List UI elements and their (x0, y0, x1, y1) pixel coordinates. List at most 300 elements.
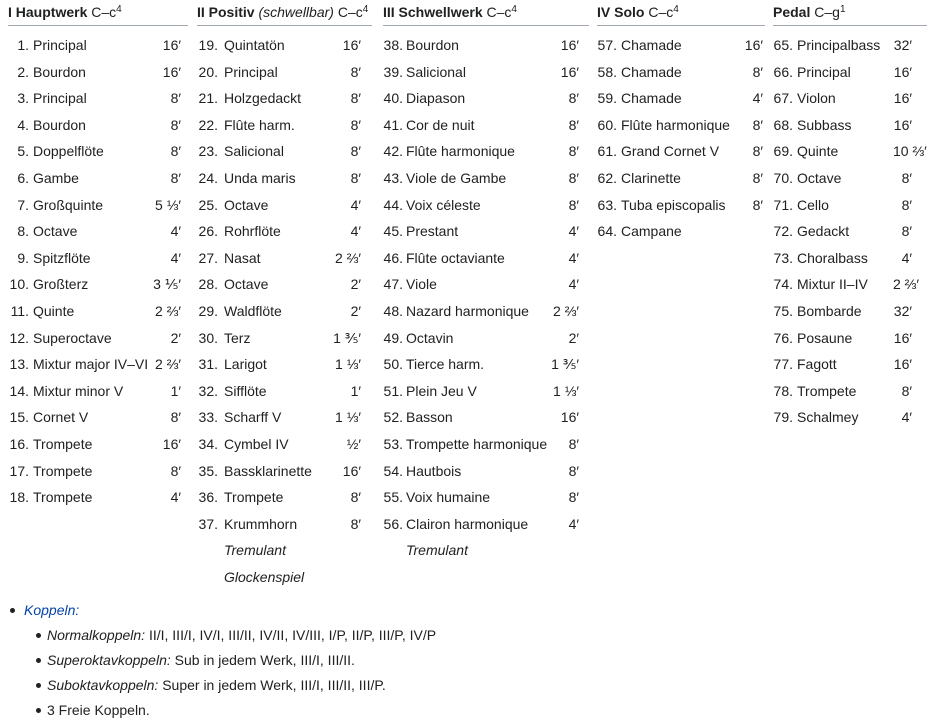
division-compass-octave: 4 (511, 4, 517, 15)
stop-number: 8. (17, 223, 29, 240)
stop-row (773, 165, 927, 192)
stop-pitch: 2′ (568, 329, 579, 346)
stop-row (8, 32, 188, 59)
stop-number: 73. (773, 249, 793, 266)
division-compass: C–c (648, 4, 674, 20)
stop-number: 60. (597, 116, 617, 133)
stop-name: Großterz (33, 276, 89, 293)
stop-row (383, 85, 589, 112)
stop-pitch: 2′ (170, 329, 181, 346)
stop-row (597, 85, 765, 112)
stop-row (197, 511, 372, 538)
stop-list (8, 26, 188, 511)
division-compass: C–c (486, 4, 512, 20)
stop-row (773, 351, 927, 378)
stop-row (597, 138, 765, 165)
stop-row (383, 378, 589, 405)
stop-row (8, 351, 188, 378)
stop-pitch: 16′ (560, 63, 579, 80)
stop-number: 42. (383, 143, 403, 160)
stop-pitch: 16′ (893, 356, 912, 373)
stop-list (197, 26, 372, 590)
stop-number: 21. (198, 90, 218, 107)
stop-name: Octave (224, 196, 269, 213)
accessory-spacer (197, 564, 218, 591)
stop-pitch: 8′ (752, 143, 763, 160)
stop-pitch: 8′ (350, 116, 361, 133)
division-pedal (773, 0, 927, 431)
stop-row (197, 325, 372, 352)
stop-name: Violon (797, 90, 836, 107)
stop-name: Nasat (224, 249, 261, 266)
stop-name: Quinte (33, 302, 75, 319)
stop-pitch: 10 ⅔′ (893, 143, 927, 160)
stop-pitch: 16′ (162, 37, 181, 53)
stop-row (383, 165, 589, 192)
stop-row (773, 218, 927, 245)
stop-name: Principal (33, 90, 87, 107)
stop-name: Scharff V (224, 409, 282, 426)
stop-pitch: 4′ (568, 223, 579, 240)
stop-number: 22. (198, 116, 218, 133)
stop-name: Nazard harmonique (406, 302, 529, 319)
stop-number: 46. (383, 249, 403, 266)
stop-name: Schalmey (797, 409, 859, 426)
stop-pitch: 8′ (901, 223, 912, 240)
stop-name: Hautbois (406, 462, 462, 479)
stop-row (197, 458, 372, 485)
stop-pitch: 8′ (568, 143, 579, 160)
stop-name: Viole de Gambe (406, 169, 507, 186)
stop-row (383, 192, 589, 219)
stop-row (197, 484, 372, 511)
stop-number: 3. (17, 90, 29, 107)
stop-number: 35. (198, 462, 218, 479)
stop-pitch: 32′ (893, 302, 912, 319)
stop-row (383, 511, 589, 538)
stop-number: 63. (597, 196, 617, 213)
stop-name: Quinte (797, 143, 839, 160)
stop-name: Principal (224, 63, 278, 80)
stop-pitch: 2 ⅔′ (155, 302, 181, 319)
stop-pitch: 8′ (350, 489, 361, 506)
stop-name: Principal (33, 37, 87, 53)
stop-number: 66. (773, 63, 793, 80)
stop-pitch: 1 ⅓′ (553, 382, 579, 399)
stop-pitch: 1′ (350, 382, 361, 399)
stop-pitch: 2 ⅔′ (155, 356, 181, 373)
stop-number: 76. (773, 329, 793, 346)
stop-pitch: 1 ⅓′ (335, 409, 361, 426)
division-compass-octave: 4 (362, 4, 369, 15)
stop-number: 33. (198, 409, 218, 426)
couplers-list (0, 602, 937, 718)
stop-list (383, 26, 589, 564)
stop-number: 28. (198, 276, 218, 293)
division-schwellwerk (383, 0, 589, 564)
stop-pitch: 8′ (170, 169, 181, 186)
division-positiv (197, 0, 372, 590)
stop-row (8, 59, 188, 86)
stop-row (383, 271, 589, 298)
stop-number: 30. (198, 329, 218, 346)
accessory-row (383, 537, 589, 564)
stop-number: 77. (773, 356, 793, 373)
stop-name: Salicional (224, 143, 284, 160)
stop-number: 38. (383, 37, 403, 53)
stop-number: 47. (383, 276, 403, 293)
stop-name: Cymbel IV (224, 435, 289, 452)
stop-number: 9. (17, 249, 29, 266)
stop-pitch: 16′ (893, 90, 912, 107)
stop-number: 56. (383, 515, 403, 532)
stop-number: 13. (9, 356, 29, 373)
stop-name: Subbass (797, 116, 852, 133)
stop-name: Mixtur minor V (33, 382, 124, 399)
stop-pitch: 2 ⅔′ (893, 276, 919, 293)
stop-list (597, 26, 765, 245)
division-header (773, 0, 927, 26)
division-compass-octave: 4 (116, 4, 122, 15)
stop-row (197, 298, 372, 325)
division-compass-octave: 1 (839, 4, 846, 15)
stop-pitch: 8′ (752, 116, 763, 133)
stop-row (197, 192, 372, 219)
stop-row (773, 112, 927, 139)
stop-pitch: 8′ (752, 169, 763, 186)
stop-name: Chamade (621, 90, 682, 107)
stop-number: 10. (9, 276, 29, 293)
stop-pitch: 3 ⅕′ (153, 276, 181, 293)
stop-row (197, 32, 372, 59)
stop-name: Salicional (406, 63, 466, 80)
stop-name: Flûte harmonique (621, 116, 730, 133)
stop-name: Bourdon (33, 116, 86, 133)
stop-pitch: 8′ (170, 116, 181, 133)
accessory-spacer (197, 537, 218, 564)
stop-pitch: 8′ (350, 515, 361, 532)
stop-number: 58. (597, 63, 617, 80)
stop-name: Trompete (224, 489, 284, 506)
stop-row (383, 431, 589, 458)
stop-number: 41. (383, 116, 403, 133)
accessory-spacer (383, 537, 403, 564)
stop-row (773, 59, 927, 86)
division-title: Pedal (773, 4, 811, 20)
stop-name: Flûte harm. (224, 116, 295, 133)
stop-number: 70. (773, 169, 793, 186)
division-title: I Hauptwerk (8, 4, 88, 20)
stop-number: 18. (9, 489, 29, 506)
stop-row (197, 431, 372, 458)
stop-row (773, 271, 927, 298)
stop-name: Chamade (621, 63, 682, 80)
stop-number: 79. (773, 409, 793, 426)
stop-pitch: 2′ (350, 302, 361, 319)
coupler-values: Sub in jedem Werk, III/I, III/II. (174, 652, 355, 668)
division-title: IV Solo (597, 4, 645, 20)
stop-pitch: 4′ (901, 249, 912, 266)
stop-row (383, 404, 589, 431)
stop-number: 29. (198, 302, 218, 319)
stop-row (773, 298, 927, 325)
stop-pitch (733, 218, 763, 245)
stop-pitch: 8′ (568, 489, 579, 506)
stop-row (597, 32, 765, 59)
stop-pitch: 8′ (901, 382, 912, 399)
stop-row (8, 138, 188, 165)
stop-number: 6. (17, 169, 29, 186)
stop-name: Flûte octaviante (406, 249, 505, 266)
stop-pitch: 4′ (170, 223, 181, 240)
stop-row (197, 165, 372, 192)
stop-name: Campane (621, 223, 682, 240)
stop-number: 71. (773, 196, 793, 213)
stop-number: 51. (383, 382, 403, 399)
stop-name: Larigot (224, 356, 267, 373)
coupler-values: II/I, III/I, IV/I, III/II, IV/II, IV/III, I/P, II/P, III/P, IV/P (148, 627, 437, 643)
stop-pitch: 2′ (350, 276, 361, 293)
stop-name: Tuba episcopalis (621, 196, 726, 213)
stop-pitch: 16′ (162, 435, 181, 452)
stop-name: Trompette harmonique (406, 435, 548, 452)
stop-number: 53. (383, 435, 403, 452)
stop-row (383, 298, 589, 325)
division-header (8, 0, 188, 26)
stop-number: 11. (10, 302, 29, 319)
accessory-name: Glockenspiel (224, 568, 305, 585)
stop-name: Quintatön (224, 37, 285, 53)
stop-row (8, 85, 188, 112)
stop-number: 34. (198, 435, 218, 452)
accessory-pitch (549, 537, 579, 564)
stop-number: 43. (383, 169, 403, 186)
stop-pitch: 8′ (170, 462, 181, 479)
stop-number: 25. (198, 196, 218, 213)
stop-number: 68. (773, 116, 793, 133)
stop-name: Prestant (406, 223, 459, 240)
stop-row (383, 32, 589, 59)
stop-name: Clarinette (621, 169, 681, 186)
stop-name: Voix céleste (406, 196, 481, 213)
stop-pitch: 1 ⅗′ (333, 329, 361, 346)
stop-name: Mixtur major IV–VI (33, 356, 149, 373)
stop-name: Posaune (797, 329, 853, 346)
stop-row (8, 404, 188, 431)
stop-row (773, 245, 927, 272)
stop-row (773, 378, 927, 405)
stop-name: Voix humaine (406, 489, 491, 506)
stop-number: 37. (198, 515, 218, 532)
stop-pitch: 16′ (342, 462, 361, 479)
stop-row (773, 325, 927, 352)
stop-row (8, 245, 188, 272)
stop-row (597, 59, 765, 86)
stop-row (773, 32, 927, 59)
stop-pitch: 2 ⅔′ (335, 249, 361, 266)
stop-pitch: 16′ (893, 116, 912, 133)
stop-number: 5. (17, 143, 29, 160)
division-solo (597, 0, 765, 245)
stop-name: Octavin (406, 329, 454, 346)
stop-row (597, 112, 765, 139)
stop-number: 64. (597, 223, 617, 240)
stop-pitch: 16′ (893, 63, 912, 80)
stop-name: Rohrflöte (224, 223, 281, 240)
stop-name: Trompete (33, 462, 93, 479)
stop-name: Bourdon (33, 63, 86, 80)
stop-number: 74. (773, 276, 793, 293)
stop-row (197, 112, 372, 139)
stop-name: Unda maris (224, 169, 296, 186)
stop-pitch: 16′ (342, 37, 361, 53)
stop-row (197, 351, 372, 378)
stop-number: 26. (198, 223, 218, 240)
stop-pitch: 8′ (901, 169, 912, 186)
stop-pitch: 16′ (744, 37, 763, 53)
stop-number: 7. (17, 196, 29, 213)
stop-row (8, 218, 188, 245)
stop-row (197, 138, 372, 165)
stop-row (197, 85, 372, 112)
stop-number: 2. (17, 63, 29, 80)
stop-row (383, 245, 589, 272)
stop-pitch: 5 ⅓′ (155, 196, 181, 213)
stop-row (383, 138, 589, 165)
stop-number: 65. (773, 37, 793, 53)
accessory-name: Tremulant (224, 542, 286, 559)
stop-name: Waldflöte (224, 302, 282, 319)
division-header (197, 0, 372, 26)
stop-name: Principalbass (797, 37, 881, 53)
stop-name: Diapason (406, 90, 466, 107)
stop-number: 32. (198, 382, 218, 399)
stop-pitch: 4′ (350, 196, 361, 213)
stop-pitch: 1 ⅓′ (335, 356, 361, 373)
stop-number: 62. (597, 169, 617, 186)
stop-name: Octave (797, 169, 842, 186)
coupler-item (47, 677, 937, 693)
stop-name: Bassklarinette (224, 462, 312, 479)
stop-pitch: 4′ (568, 249, 579, 266)
stop-name: Bourdon (406, 37, 459, 53)
stop-list (773, 26, 927, 431)
stop-row (197, 378, 372, 405)
accessory-pitch (331, 564, 361, 591)
couplers-sublist (24, 627, 937, 718)
stop-name: Sifflöte (224, 382, 267, 399)
stop-number: 57. (597, 37, 617, 53)
division-compass-octave: 4 (673, 4, 679, 15)
stop-name: Trompete (33, 435, 93, 452)
stop-row (8, 165, 188, 192)
stop-pitch: 4′ (568, 276, 579, 293)
stop-name: Tierce harm. (406, 356, 485, 373)
stop-row (8, 431, 188, 458)
stop-pitch: 8′ (568, 462, 579, 479)
stop-pitch: 4′ (901, 409, 912, 426)
division-compass: C–c (91, 4, 117, 20)
stop-row (8, 192, 188, 219)
stop-name: Viole (406, 276, 437, 293)
accessory-row (197, 564, 372, 591)
stop-pitch: 8′ (568, 169, 579, 186)
stop-number: 20. (198, 63, 218, 80)
stop-row (383, 458, 589, 485)
stop-name: Cello (797, 196, 829, 213)
stop-name: Mixtur II–IV (797, 276, 868, 293)
stop-name: Trompete (797, 382, 857, 399)
stop-name: Clairon harmonique (406, 515, 529, 532)
couplers-section (0, 602, 937, 718)
stop-pitch: 8′ (568, 90, 579, 107)
stop-pitch: 8′ (170, 143, 181, 160)
stop-name: Bombarde (797, 302, 862, 319)
stop-row (597, 218, 765, 245)
stop-pitch: 16′ (162, 63, 181, 80)
stop-name: Plein Jeu V (406, 382, 477, 399)
stop-row (8, 298, 188, 325)
division-note: (schwellbar) (258, 4, 334, 20)
stop-number: 36. (198, 489, 218, 506)
stop-number: 75. (773, 302, 793, 319)
stop-number: 50. (383, 356, 403, 373)
stop-number: 40. (383, 90, 403, 107)
stop-name: Trompete (33, 489, 93, 506)
stop-pitch: 4′ (568, 515, 579, 532)
coupler-values: Super in jedem Werk, III/I, III/II, III/P. (162, 677, 386, 693)
coupler-item (47, 702, 937, 718)
stop-name: Cor de nuit (406, 116, 475, 133)
accessory-name: Tremulant (406, 542, 468, 559)
stop-number: 59. (597, 90, 617, 107)
stop-number: 54. (383, 462, 403, 479)
stop-number: 27. (198, 249, 218, 266)
stop-name: Doppelflöte (33, 143, 104, 160)
stop-name: Choralbass (797, 249, 868, 266)
stop-pitch: 8′ (901, 196, 912, 213)
stop-name: Octave (224, 276, 269, 293)
accessory-pitch (331, 537, 361, 564)
stop-number: 39. (383, 63, 403, 80)
stop-number: 55. (383, 489, 403, 506)
stop-name: Octave (33, 223, 78, 240)
stop-pitch: 4′ (170, 489, 181, 506)
division-title: III Schwellwerk (383, 4, 483, 20)
stop-row (8, 325, 188, 352)
stop-name: Superoctave (33, 329, 112, 346)
stop-number: 69. (773, 143, 793, 160)
stop-row (597, 192, 765, 219)
stop-pitch: 8′ (568, 435, 579, 452)
stop-number: 16. (9, 435, 29, 452)
stop-row (197, 59, 372, 86)
stop-number: 61. (597, 143, 617, 160)
coupler-values: 3 Freie Koppeln. (47, 702, 150, 718)
division-compass: C–c (337, 4, 363, 20)
stop-name: Fagott (797, 356, 837, 373)
stop-pitch: 8′ (350, 169, 361, 186)
stop-name: Principal (797, 63, 851, 80)
division-hauptwerk (8, 0, 188, 511)
couplers-link[interactable]: Koppeln: (24, 602, 80, 618)
accessory-row (197, 537, 372, 564)
stop-pitch: 8′ (752, 196, 763, 213)
stop-number: 23. (198, 143, 218, 160)
stop-number: 78. (773, 382, 793, 399)
stop-name: Terz (224, 329, 251, 346)
coupler-item (47, 627, 937, 643)
